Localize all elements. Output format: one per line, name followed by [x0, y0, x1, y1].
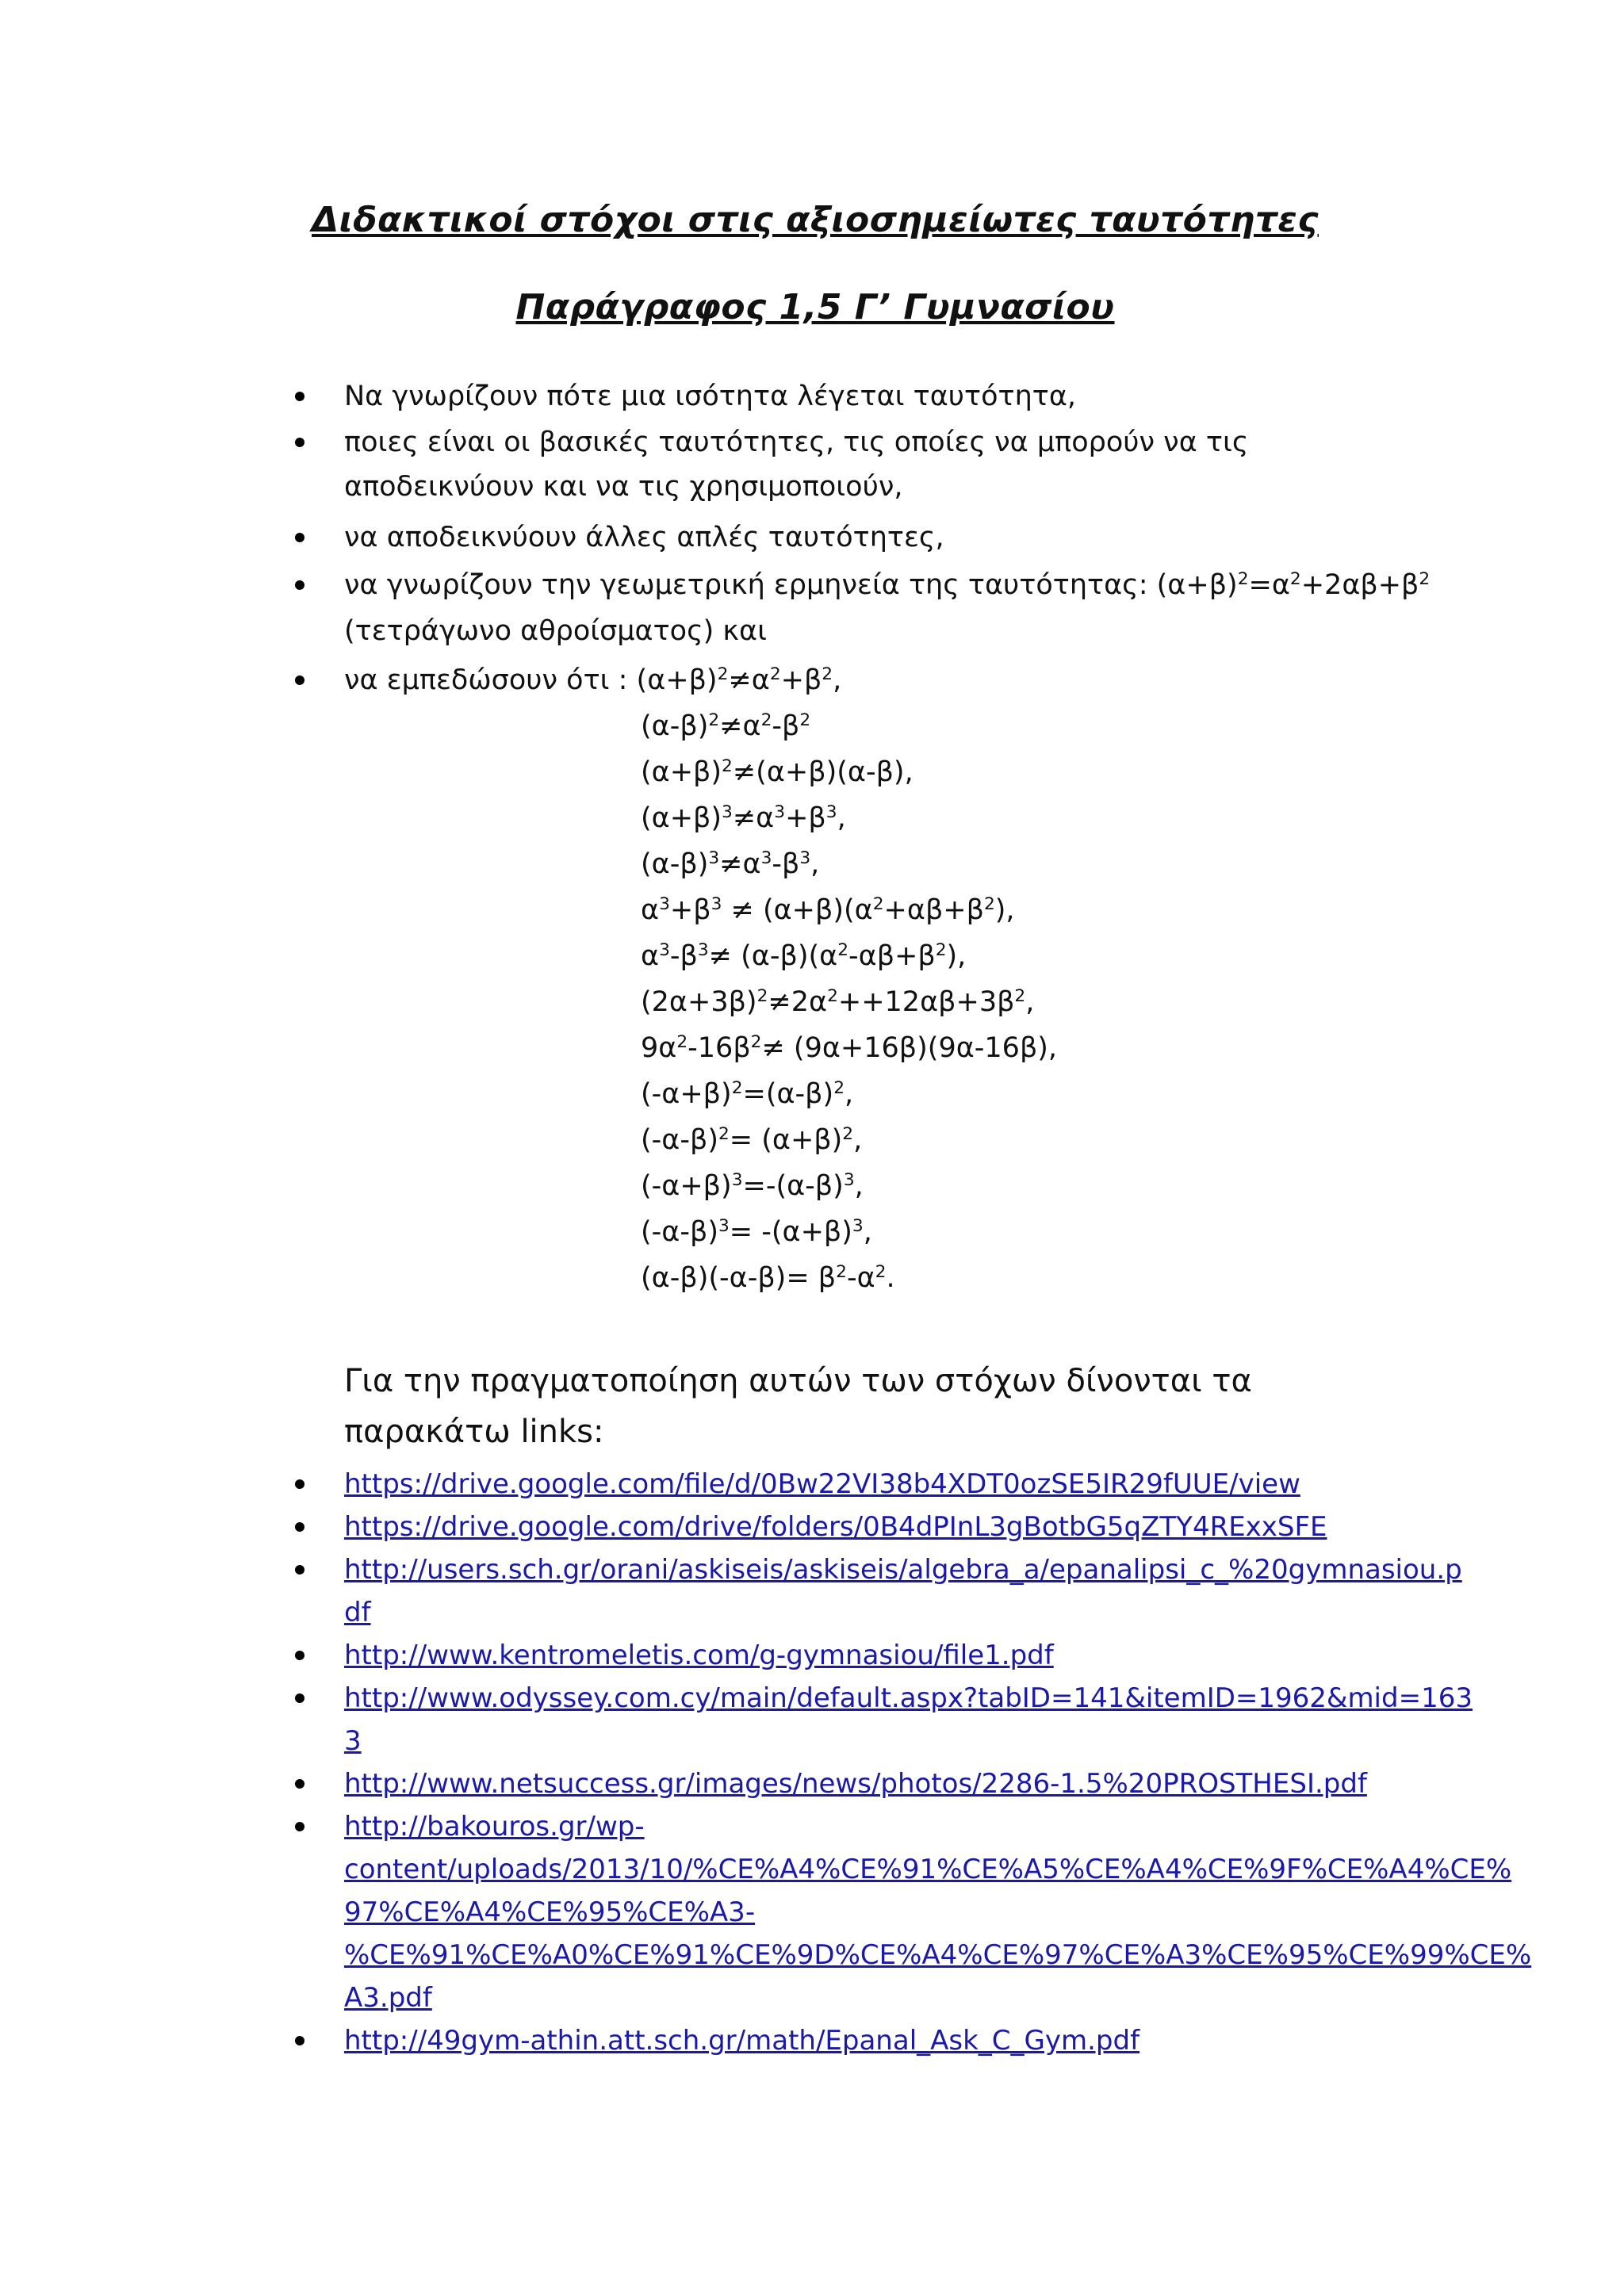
document-subtitle: Παράγραφος 1,5 Γ’ Γυμνασίου [515, 287, 1115, 327]
formula-line: $(-\alpha+\beta)^2=(\alpha-\beta)^2$, [641, 1078, 854, 1110]
objective-item: ποιες είναι οι βασικές ταυτότητες, τις οποίες να μπορούν να τις [344, 427, 1249, 458]
formula-line: $(\alpha-\beta)^2\ne\alpha^2-\beta^2$ [641, 710, 811, 742]
link-bakouros-continued[interactable]: content/uploads/2013/10/%CE%A4%CE%91%CE%A5%CE%A4%CE%9F%CE%A4%CE% [344, 1854, 1512, 1885]
bullet-icon [295, 1822, 304, 1831]
link-bakouros-continued[interactable]: %CE%91%CE%A0%CE%91%CE%9D%CE%A4%CE%97%CE%A3%CE%95%CE%99%CE% [344, 1939, 1532, 1971]
objective-item: να αποδεικνύουν άλλες απλές ταυτότητες, [344, 522, 944, 553]
formula-line: $\alpha^3-\beta^3\ne (\alpha-\beta)(\alpha^2-\alpha\beta+\beta^2)$, [641, 940, 967, 972]
formula-line: $(\alpha-\beta)(-\alpha-\beta)= \beta^2-\alpha^2$. [641, 1262, 895, 1294]
bullet-icon [295, 2036, 304, 2045]
bullet-icon [295, 1522, 304, 1532]
objective-item: Να γνωρίζουν πότε μια ισότητα λέγεται ταυτότητα, [344, 381, 1077, 412]
link-bakouros[interactable]: http://bakouros.gr/wp- [344, 1811, 645, 1843]
link-bakouros-continued[interactable]: A3.pdf [344, 1982, 432, 2014]
link-drive-folder[interactable]: https://drive.google.com/drive/folders/0B4dPInL3gBotbG5qZTY4RExxSFE [344, 1511, 1327, 1543]
links-intro-continued: παρακάτω links: [344, 1414, 604, 1450]
bullet-icon [295, 533, 304, 542]
bullet-icon [295, 392, 304, 401]
formula-line: $(-\alpha-\beta)^2= (\alpha+\beta)^2$, [641, 1124, 863, 1156]
formula-line: $(\alpha-\beta)^3\ne\alpha^3-\beta^3$, [641, 848, 820, 880]
objective-item-continued: αποδεικνύουν και να τις χρησιμοποιούν, [344, 471, 903, 503]
link-drive-file[interactable]: https://drive.google.com/file/d/0Bw22VI38b4XDT0ozSE5IR29fUUE/view [344, 1468, 1300, 1500]
formula-line: $(2\alpha+3\beta)^2\ne 2\alpha^2++12\alpha\beta+3\beta^2$, [641, 986, 1035, 1018]
links-intro: Για την πραγματοποίηση αυτών των στόχων δίνονται τα [344, 1363, 1252, 1399]
formula-line: $9\alpha^2-16\beta^2\ne (9\alpha+16\beta)(9\alpha-16\beta)$, [641, 1032, 1058, 1064]
objective-item: να εμπεδώσουν ότι : $(\alpha+\beta)^2\ne\alpha^2+\beta^2$, [344, 664, 842, 696]
link-odyssey[interactable]: http://www.odyssey.com.cy/main/default.aspx?tabID=141&itemID=1962&mid=163 [344, 1682, 1473, 1714]
formula-line: $(-\alpha-\beta)^3= -(\alpha+\beta)^3$, [641, 1216, 872, 1248]
bullet-icon [295, 580, 304, 590]
bullet-icon [295, 1565, 304, 1575]
bullet-icon [295, 1479, 304, 1489]
link-netsuccess[interactable]: http://www.netsuccess.gr/images/news/photos/2286-1.5%20PROSTHESI.pdf [344, 1768, 1367, 1800]
link-odyssey-continued[interactable]: 3 [344, 1725, 362, 1757]
formula-line: $(\alpha+\beta)^2\ne(\alpha+\beta)(\alpha-\beta)$, [641, 756, 914, 788]
link-49gym[interactable]: http://49gym-athin.att.sch.gr/math/Epanal_Ask_C_Gym.pdf [344, 2025, 1140, 2057]
objective-item-continued: (τετράγωνο αθροίσματος) και [344, 615, 767, 647]
formula-line: $(\alpha+\beta)^3\ne\alpha^3+\beta^3$, [641, 802, 846, 834]
bullet-icon [295, 675, 304, 685]
link-users-sch[interactable]: http://users.sch.gr/orani/askiseis/askiseis/algebra_a/epanalipsi_c_%20gymnasiou.p [344, 1554, 1462, 1586]
objective-item: να γνωρίζουν την γεωμετρική ερμηνεία της ταυτότητας: $(\alpha+\beta)^2=\alpha^2+2\alpha\beta+\beta^2$ [344, 569, 1431, 601]
document-title: Διδακτικοί στόχοι στις αξιοσημείωτες ταυτότητες [312, 200, 1319, 240]
bullet-icon [295, 1651, 304, 1660]
formula-line: $\alpha^3+\beta^3 \ne (\alpha+\beta)(\alpha^2+\alpha\beta+\beta^2)$, [641, 894, 1015, 926]
link-users-sch-continued[interactable]: df [344, 1597, 371, 1628]
link-kentromeletis[interactable]: http://www.kentromeletis.com/g-gymnasiou/file1.pdf [344, 1640, 1054, 1671]
formula-line: $(-\alpha+\beta)^3=-(\alpha-\beta)^3$, [641, 1170, 864, 1202]
bullet-icon [295, 438, 304, 447]
bullet-icon [295, 1693, 304, 1703]
link-bakouros-continued[interactable]: 97%CE%A4%CE%95%CE%A3- [344, 1896, 756, 1928]
bullet-icon [295, 1779, 304, 1789]
